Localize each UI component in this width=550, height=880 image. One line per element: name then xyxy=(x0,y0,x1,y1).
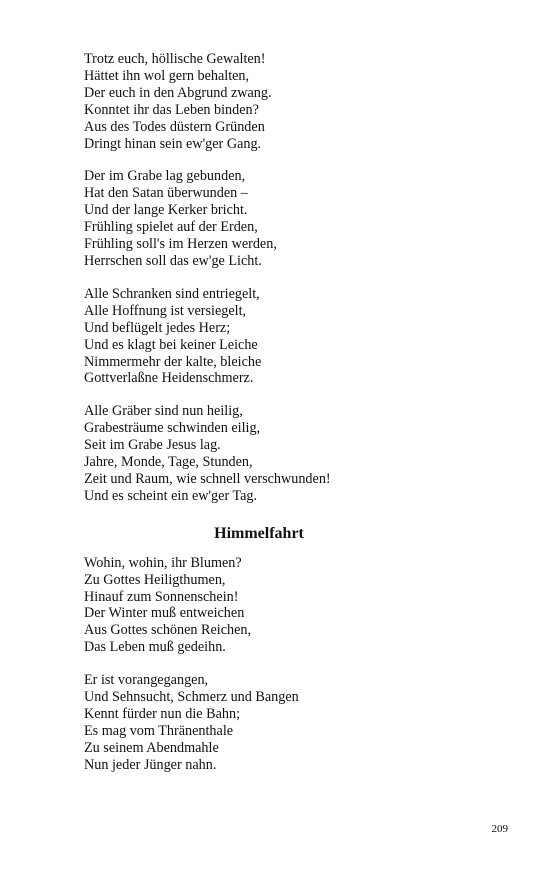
verse-line: Zu seinem Abendmahle xyxy=(84,739,219,756)
verse-line: Und der lange Kerker bricht. xyxy=(84,202,248,219)
page-text xyxy=(84,51,504,790)
verse-line: Herrschen soll das ew'ge Licht. xyxy=(84,252,262,269)
verse-line: Trotz euch, höllische Gewalten! xyxy=(84,51,266,67)
verse-line: Seit im Grabe Jesus lag. xyxy=(84,437,221,454)
verse-line: Frühling soll's im Herzen werden, xyxy=(84,236,277,253)
verse-line: Aus des Todes düstern Gründen xyxy=(84,118,265,135)
verse-line: Wohin, wohin, ihr Blumen? xyxy=(84,554,242,571)
verse-line: Kennt fürder nun die Bahn; xyxy=(84,706,241,722)
verse-line: Hättet ihn wol gern behalten, xyxy=(84,67,250,84)
verse-line: Der Winter muß entweichen xyxy=(84,605,245,622)
poem1-stanza-1 xyxy=(84,51,504,152)
verse-line: Gottverlaßne Heidenschmerz. xyxy=(84,370,254,387)
verse-line: Das Leben muß gedeihn. xyxy=(84,639,226,656)
verse-line: Dringt hinan sein ew'ger Gang. xyxy=(84,135,262,152)
verse-line: Alle Schranken sind entriegelt, xyxy=(84,285,260,302)
verse-line: Hinauf zum Sonnenschein! xyxy=(84,588,239,605)
poem1-stanza-2 xyxy=(84,168,504,269)
poem1-stanza-3 xyxy=(84,286,504,387)
page-number: 209 xyxy=(491,823,508,835)
poem2-stanza-1 xyxy=(84,555,504,656)
poem-title: Himmelfahrt xyxy=(214,524,304,542)
verse-line: Hat den Satan überwunden – xyxy=(84,185,248,202)
verse-line: Konntet ihr das Leben binden? xyxy=(84,101,259,118)
verse-line: Aus Gottes schönen Reichen, xyxy=(84,622,252,639)
verse-line: Grabesträume schwinden eilig, xyxy=(84,420,261,437)
verse-line: Und beflügelt jedes Herz; xyxy=(84,319,231,336)
poem1-stanza-4 xyxy=(84,403,504,504)
poem2-stanza-2 xyxy=(84,672,504,773)
verse-line: Der euch in den Abgrund zwang. xyxy=(84,84,272,101)
verse-line: Zu Gottes Heiligthumen, xyxy=(84,571,226,588)
verse-line: Es mag vom Thränenthale xyxy=(84,722,234,739)
verse-line: Nimmermehr der kalte, bleiche xyxy=(84,353,262,370)
verse-line: Alle Gräber sind nun heilig, xyxy=(84,403,243,420)
verse-line: Nun jeder Jünger nahn. xyxy=(84,756,217,773)
verse-line: Und es scheint ein ew'ger Tag. xyxy=(84,487,258,504)
verse-line: Der im Grabe lag gebunden, xyxy=(84,168,246,185)
verse-line: Frühling spielet auf der Erden, xyxy=(84,219,258,236)
verse-line: Und es klagt bei keiner Leiche xyxy=(84,336,258,353)
verse-line: Und Sehnsucht, Schmerz und Bangen xyxy=(84,689,299,706)
verse-line: Zeit und Raum, wie schnell verschwunden! xyxy=(84,470,331,487)
verse-line: Er ist vorangegangen, xyxy=(84,672,209,689)
verse-line: Alle Hoffnung ist versiegelt, xyxy=(84,302,247,319)
verse-line: Jahre, Monde, Tage, Stunden, xyxy=(84,454,253,471)
